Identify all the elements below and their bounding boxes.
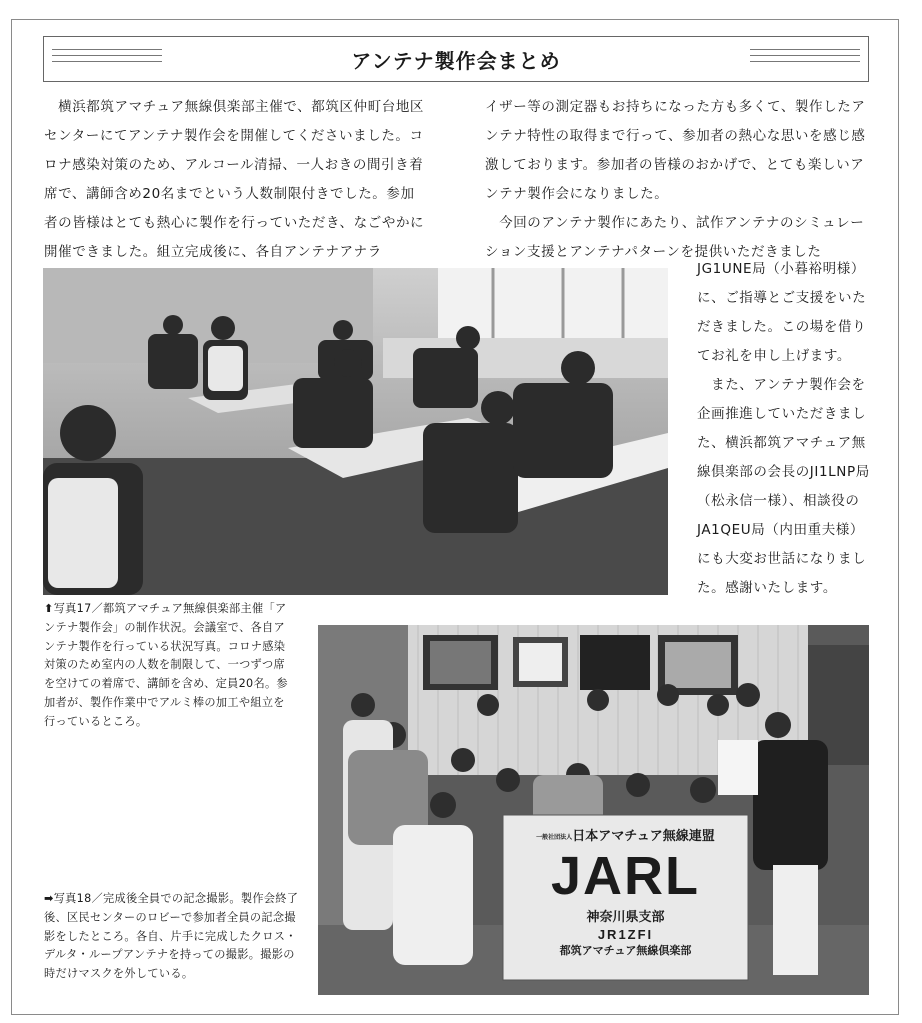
body-text-narrow: JG1UNE局（小暮裕明様）に、ご指導とご支援をいただきました。この場を借りてお礼を申し上げます。 また、アンテナ製作会を企画推進していただきました、横浜都筑アマチュア無線倶楽部の会長のJI1LNP局（松永信一様）、相談役のJA1QEU局（内田重夫様）にも大変お世話になりました。感謝いたします。 <box>697 261 870 596</box>
article-title: アンテナ製作会まとめ <box>351 48 561 73</box>
photo17-caption <box>44 600 292 732</box>
banner-branch: 神奈川県支部 <box>586 909 665 924</box>
body-text-right: イザー等の測定器もお持ちになった方も多くて、製作したアンテナ特性の取得まで行って、参加者の熱心な思いを感じ感激しております。参加者の皆様のおかげで、とても楽しいアンテナ製作会になりました。 今回のアンテナ製作にあたり、試作アンテナのシミュレーション支援とアンテナパターンを提供いただきました <box>485 99 866 260</box>
jarl-banner <box>503 815 748 980</box>
arrow-right-icon: ➡ <box>44 892 54 905</box>
title-decor-left <box>52 49 162 69</box>
title-decor-right <box>750 49 860 69</box>
arrow-up-icon: ⬆ <box>44 602 54 615</box>
banner-logo: JARL <box>550 846 700 906</box>
photo18-caption <box>44 890 306 984</box>
group-photo <box>318 625 869 995</box>
banner-callsign: JR1ZFI <box>597 927 654 942</box>
workshop-photo <box>43 268 668 595</box>
body-text-left: 横浜都筑アマチュア無線倶楽部主催で、都筑区仲町台地区センターにてアンテナ製作会を開催してくださいました。コロナ感染対策のため、アルコール清掃、一人おきの間引き着席で、講師含め20名までという人数制限付きでした。参加者の皆様はとても熱心に製作を行っていただき、なごやかに開催できました。組立完成後に、各自アンテナアナラ <box>44 99 425 260</box>
photo17-caption-text: 写真17／都筑アマチュア無線倶楽部主催「アンテナ製作会」の制作状況。会議室で、各自アンテナ製作を行っている状況写真。コロナ感染対策のため室内の人数を制限して、一つずつ席を空けての着席で、講師を含め、定員20名。参加者が、製作作業中でアルミ棒の加工や組立を行っているところ。 <box>44 602 288 728</box>
article-title-box <box>43 36 869 82</box>
banner-org-name: 日本アマチュア無線連盟 <box>572 828 715 843</box>
banner-org-prefix: 一般社団法人 <box>536 835 573 842</box>
photo18-caption-text: 写真18／完成後全員での記念撮影。製作会終了後、区民センターのロビーで参加者全員の記念撮影をしたところ。各自、片手に完成したクロス・デルタ・ループアンテナを持っての撮影。撮影の時だけマスクを外している。 <box>44 892 299 981</box>
banner-club: 都筑アマチュア無線倶楽部 <box>559 945 692 957</box>
